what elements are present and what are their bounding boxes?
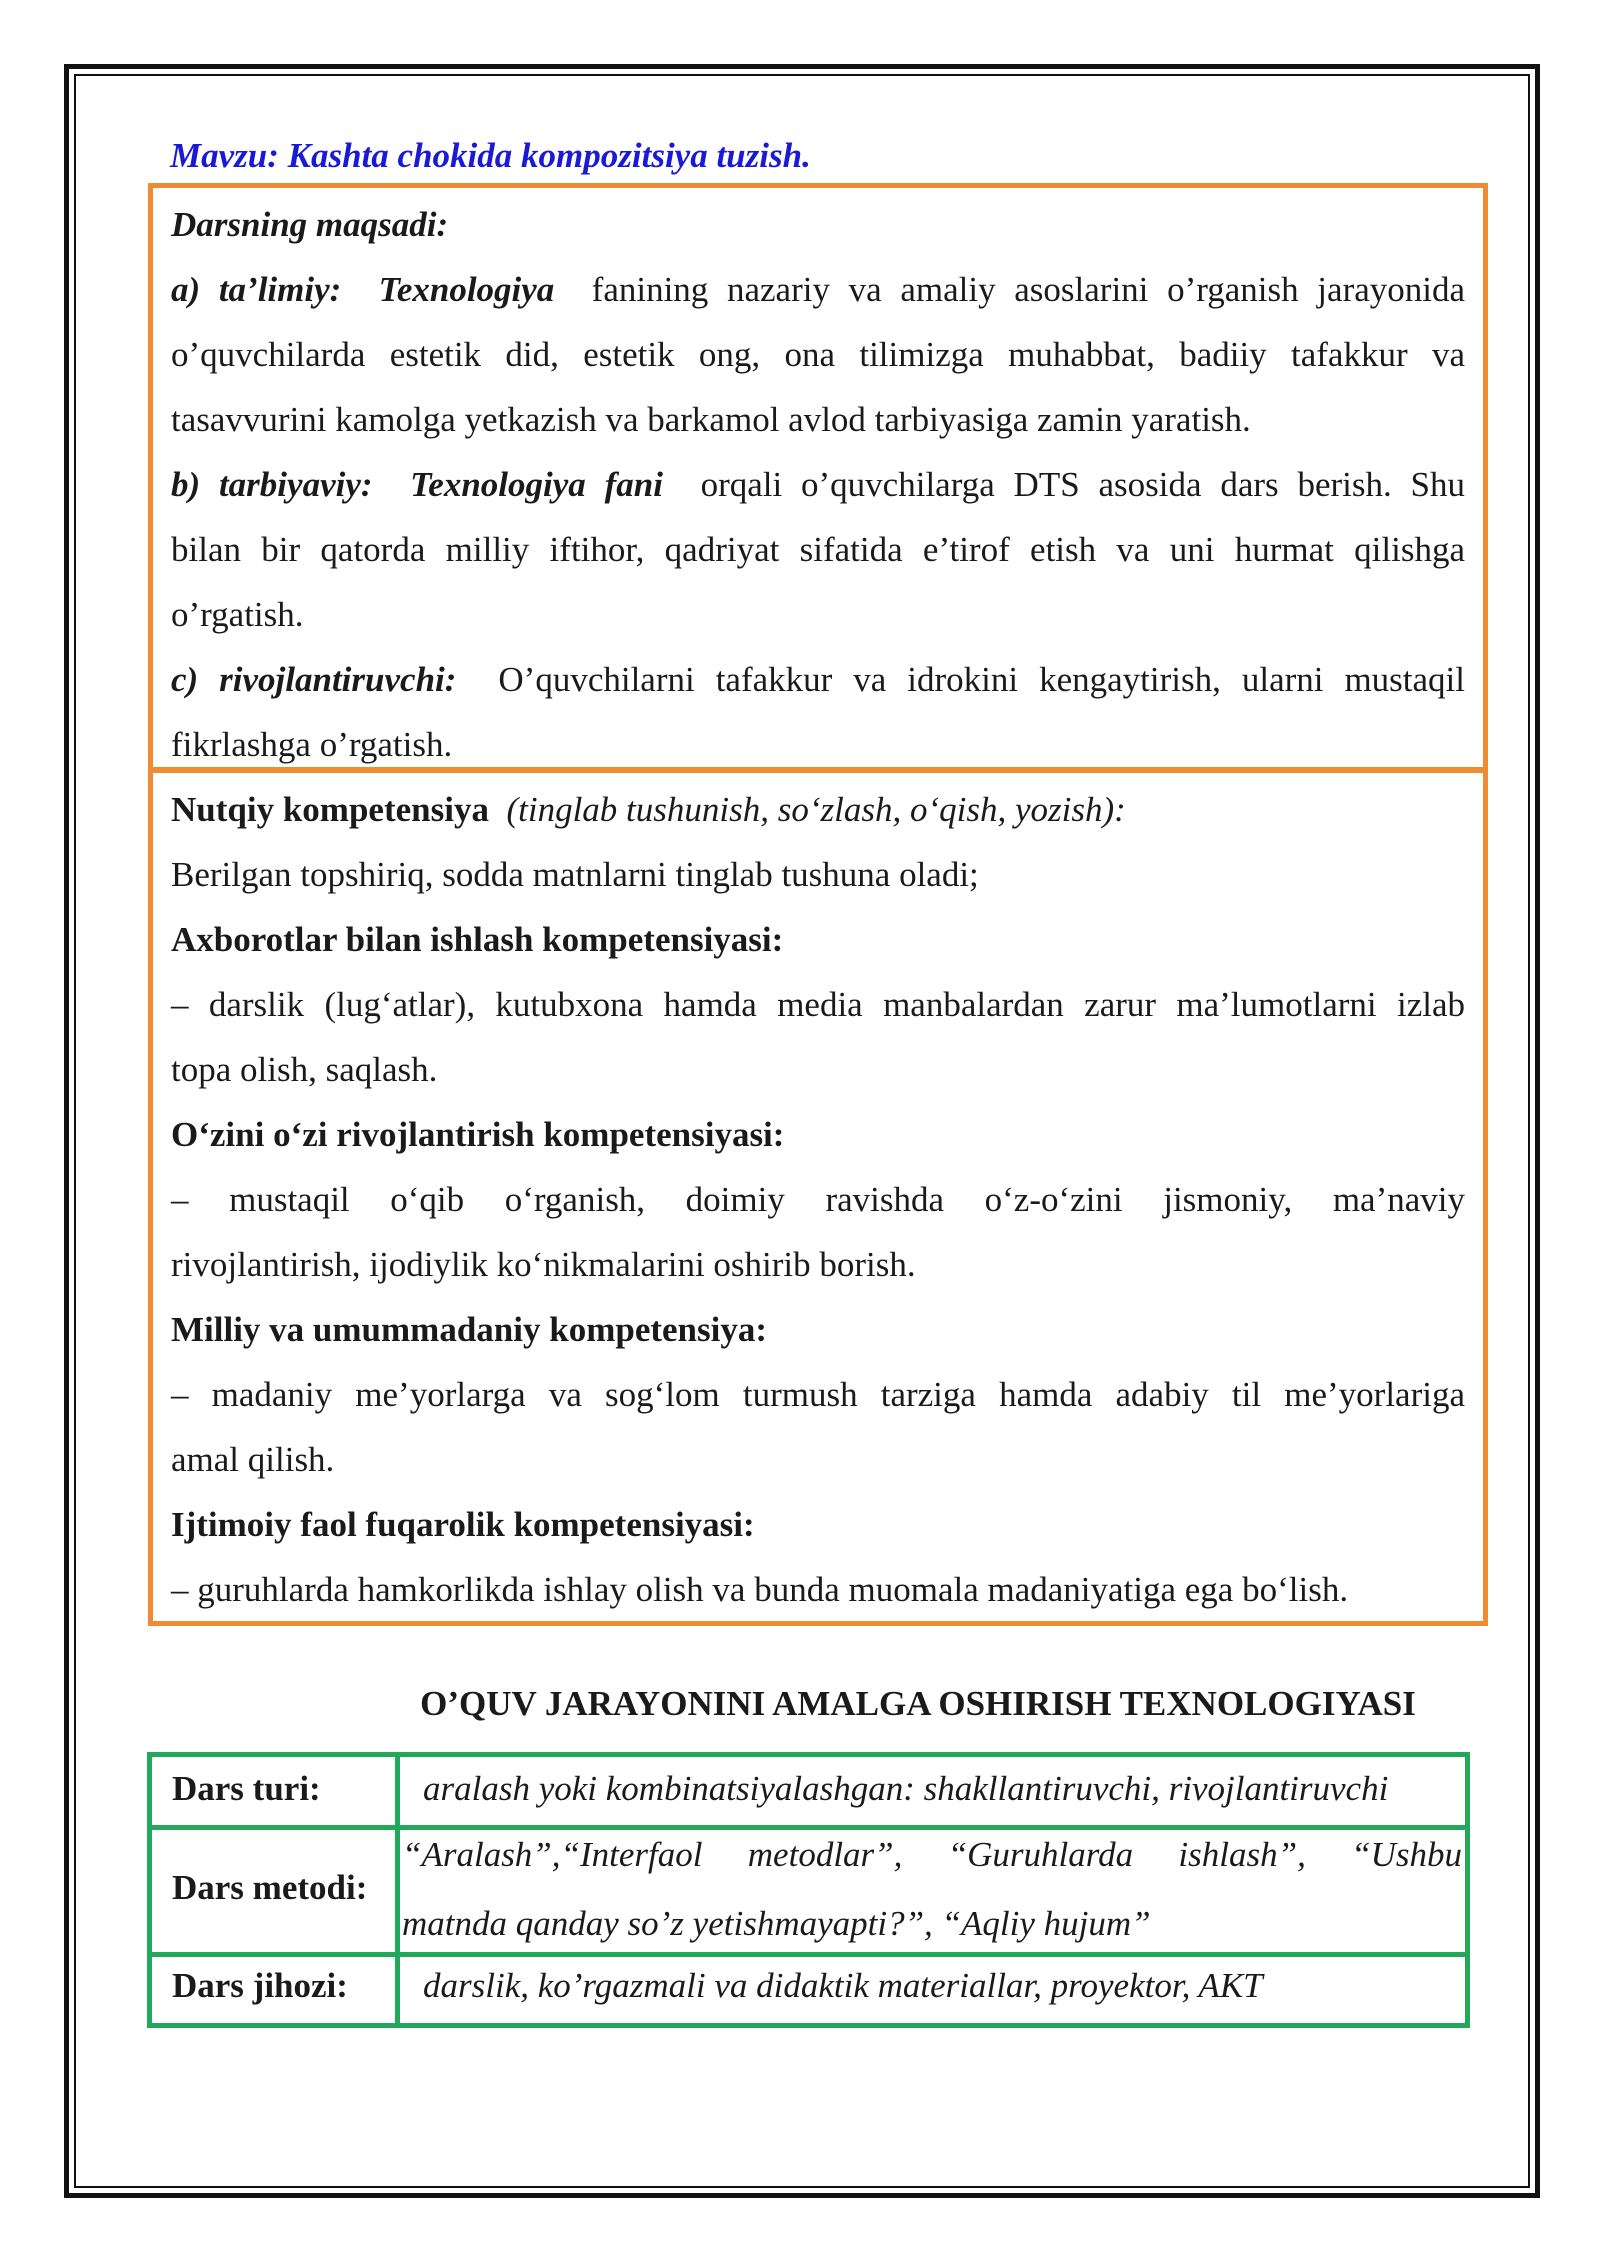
culture-line2: amal qilish. xyxy=(171,1440,335,1479)
goal-b-label: b) tarbiyaviy: xyxy=(171,465,373,504)
goal-c-text1: O’quvchilarni tafakkur va idrokini kengaytirish, ularni mustaqil xyxy=(498,660,1466,699)
lesson-goals-box xyxy=(148,183,1488,772)
table-row-divider xyxy=(152,1825,1465,1830)
self-line1: – mustaqil o‘qib o‘rganish, doimiy ravishda o‘z-o‘zini jismoniy, ma’naviy xyxy=(171,1180,1465,1219)
lesson-method-value-line1: “Aralash”,“Interfaol metodlar”, “Guruhlarda ishlash”, “Ushbu xyxy=(402,1835,1462,1874)
lesson-equipment-label: Dars jihozi: xyxy=(172,1966,348,2005)
table-column-divider xyxy=(395,1757,400,2023)
lesson-topic: Mavzu: Kashta chokida kompozitsiya tuzish. xyxy=(170,136,811,175)
goal-c-line1 xyxy=(171,647,1465,712)
technology-table xyxy=(147,1752,1470,2028)
goal-a-subject: Texnologiya xyxy=(378,270,555,309)
goal-a-text1: fanining nazariy va amaliy asoslarini o’rganish jarayonida xyxy=(591,270,1466,309)
info-line1: – darslik (lug‘atlar), kutubxona hamda media manbalardan zarur ma’lumotlarni izlab xyxy=(171,985,1465,1024)
goal-b-line1 xyxy=(171,452,1465,517)
goal-a-label: a) ta’limiy: xyxy=(171,270,342,309)
speech-paren: (tinglab tushunish, so‘zlash, o‘qish, yozish): xyxy=(506,790,1126,829)
speech-competency-heading xyxy=(171,777,1465,842)
goal-c-label: c) rivojlantiruvchi: xyxy=(171,660,457,699)
goal-a-line3: tasavvurini kamolga yetkazish va barkamol avlod tarbiyasiga zamin yaratish. xyxy=(171,400,1251,439)
lesson-method-label: Dars metodi: xyxy=(172,1868,368,1907)
self-line2: rivojlantirish, ijodiylik ko‘nikmalarini oshirib borish. xyxy=(171,1245,916,1284)
lesson-method-value-line2: matnda qanday so’z yetishmayapti?”, “Aqliy hujum” xyxy=(402,1904,1151,1943)
goal-c-line2: fikrlashga o’rgatish. xyxy=(171,725,453,764)
lesson-type-value: aralash yoki kombinatsiyalashgan: shakllantiruvchi, rivojlantiruvchi xyxy=(423,1769,1389,1808)
lesson-equipment-value: darslik, ko’rgazmali va didaktik materiallar, proyektor, AKT xyxy=(423,1966,1263,2005)
lesson-type-label: Dars turi: xyxy=(172,1769,321,1808)
info-competency-heading: Axborotlar bilan ishlash kompetensiyasi: xyxy=(171,920,784,959)
goal-a-line1 xyxy=(171,257,1465,322)
competencies-box xyxy=(148,768,1488,1626)
civic-competency-heading: Ijtimoiy faol fuqarolik kompetensiyasi: xyxy=(171,1505,755,1544)
goal-b-line3: o’rgatish. xyxy=(171,595,304,634)
culture-competency-heading: Milliy va umummadaniy kompetensiya: xyxy=(171,1310,768,1349)
culture-line1: – madaniy me’yorlarga va sog‘lom turmush tarziga hamda adabiy til me’yorlariga xyxy=(171,1375,1465,1414)
goal-b-text1: orqali o’quvchilarga DTS asosida dars berish. Shu xyxy=(700,465,1466,504)
goal-b-subject: Texnologiya fani xyxy=(410,465,663,504)
table-row-divider xyxy=(152,1952,1465,1957)
speech-text: Berilgan topshiriq, sodda matnlarni tinglab tushuna oladi; xyxy=(171,855,979,894)
goal-b-line2: bilan bir qatorda milliy iftihor, qadriyat sifatida e’tirof etish va uni hurmat qilishga xyxy=(171,530,1465,569)
info-line2: topa olish, saqlash. xyxy=(171,1050,438,1089)
civic-line1: – guruhlarda hamkorlikda ishlay olish va bunda muomala madaniyatiga ega bo‘lish. xyxy=(171,1570,1349,1609)
goal-a-line2: o’quvchilarda estetik did, estetik ong, ona tilimizga muhabbat, badiiy tafakkur va xyxy=(171,335,1465,374)
speech-title: Nutqiy kompetensiya xyxy=(171,790,489,829)
self-competency-heading: O‘zini o‘zi rivojlantirish kompetensiyasi: xyxy=(171,1115,785,1154)
goals-heading: Darsning maqsadi: xyxy=(171,205,449,244)
technology-title: O’QUV JARAYONINI AMALGA OSHIRISH TEXNOLOGIYASI xyxy=(420,1684,1416,1723)
